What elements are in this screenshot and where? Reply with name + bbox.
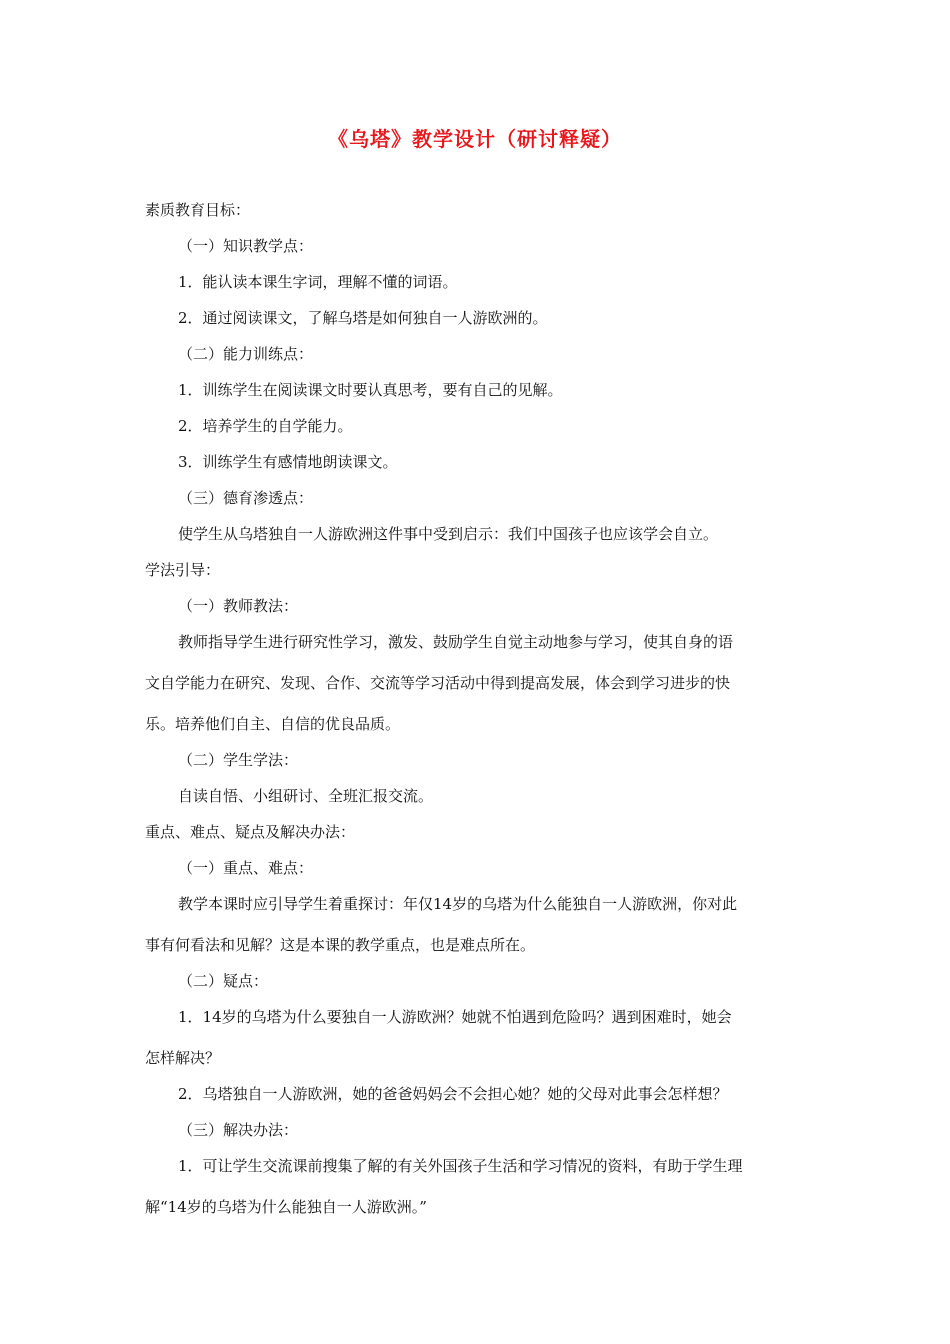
paragraph-line: 解“14岁的乌塔为什么能独自一人游欧洲。” bbox=[145, 1198, 427, 1216]
subheading-student-method: （二）学生学法： bbox=[178, 751, 299, 769]
section-heading-objectives: 素质教育目标： bbox=[145, 201, 251, 219]
subheading-knowledge: （一）知识教学点： bbox=[178, 237, 314, 255]
subheading-teacher-method: （一）教师教法： bbox=[178, 597, 299, 615]
paragraph-line: 2．培养学生的自学能力。 bbox=[178, 417, 353, 435]
subheading-solutions: （三）解决办法： bbox=[178, 1121, 299, 1139]
paragraph-line: 2．乌塔独自一人游欧洲，她的爸爸妈妈会不会担心她？她的父母对此事会怎样想？ bbox=[178, 1085, 728, 1103]
document-title: 《乌塔》教学设计（研讨释疑） bbox=[328, 127, 622, 151]
subheading-focus: （一）重点、难点： bbox=[178, 859, 314, 877]
paragraph-line: 3．训练学生有感情地朗读课文。 bbox=[178, 453, 398, 471]
paragraph-line: 1．能认读本课生字词，理解不懂的词语。 bbox=[178, 273, 458, 291]
subheading-doubts: （二）疑点： bbox=[178, 972, 269, 990]
paragraph-line: 文自学能力在研究、发现、合作、交流等学习活动中得到提高发展，体会到学习进步的快 bbox=[145, 674, 731, 692]
paragraph-line: 1．14岁的乌塔为什么要独自一人游欧洲？她就不怕遇到危险吗？遇到困难时，她会 bbox=[178, 1008, 732, 1026]
paragraph-line: 乐。培养他们自主、自信的优良品质。 bbox=[145, 715, 401, 733]
paragraph-line: 1．训练学生在阅读课文时要认真思考，要有自己的见解。 bbox=[178, 381, 563, 399]
paragraph-line: 使学生从乌塔独自一人游欧洲这件事中受到启示：我们中国孩子也应该学会自立。 bbox=[178, 525, 719, 543]
paragraph-line: 事有何看法和见解？这是本课的教学重点，也是难点所在。 bbox=[145, 936, 536, 954]
section-heading-method: 学法引导： bbox=[145, 561, 221, 579]
paragraph-line: 教师指导学生进行研究性学习，激发、鼓励学生自觉主动地参与学习，使其自身的语 bbox=[178, 633, 734, 651]
paragraph-line: 2．通过阅读课文，了解乌塔是如何独自一人游欧洲的。 bbox=[178, 309, 548, 327]
subheading-moral: （三）德育渗透点： bbox=[178, 489, 314, 507]
paragraph-line: 自读自悟、小组研讨、全班汇报交流。 bbox=[178, 787, 434, 805]
section-heading-keypoints: 重点、难点、疑点及解决办法： bbox=[145, 823, 356, 841]
paragraph-line: 1．可让学生交流课前搜集了解的有关外国孩子生活和学习情况的资料，有助于学生理 bbox=[178, 1157, 743, 1175]
paragraph-line: 怎样解决？ bbox=[145, 1049, 221, 1067]
paragraph-line: 教学本课时应引导学生着重探讨：年仅14岁的乌塔为什么能独自一人游欧洲，你对此 bbox=[178, 895, 738, 913]
subheading-ability: （二）能力训练点： bbox=[178, 345, 314, 363]
